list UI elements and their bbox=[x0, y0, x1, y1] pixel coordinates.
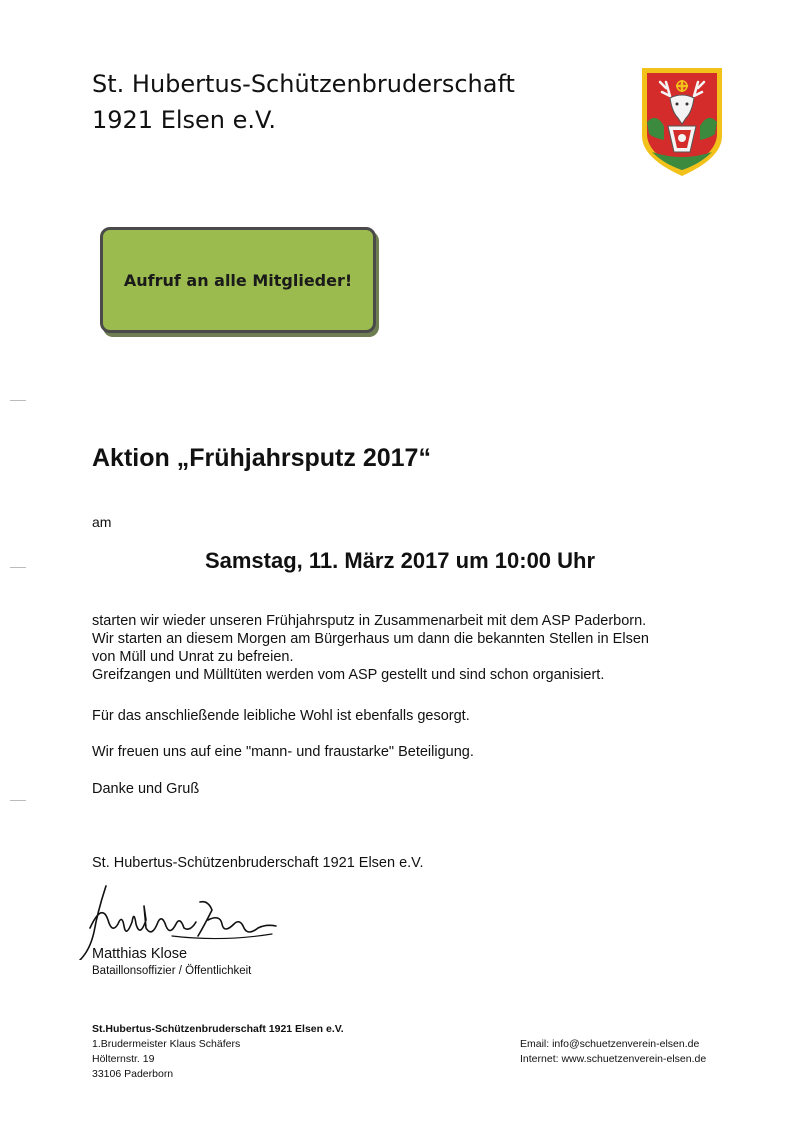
event-date: Samstag, 11. März 2017 um 10:00 Uhr bbox=[204, 548, 596, 573]
org-title-line2: 1921 Elsen e.V. bbox=[92, 106, 276, 134]
body-line: starten wir wieder unseren Frühjahrsputz in Zusammenarbeit mit dem ASP Paderborn. bbox=[92, 613, 647, 629]
footer-chairman: 1.Brudermeister Klaus Schäfers bbox=[92, 1038, 241, 1050]
body-line: Wir starten an diesem Morgen am Bürgerhaus um dann die bekannten Stellen in Elsen bbox=[92, 631, 649, 647]
footer-org: St.Hubertus-Schützenbruderschaft 1921 Elsen e.V. bbox=[92, 1023, 344, 1035]
signatory-role: Bataillonsoffizier / Öffentlichkeit bbox=[92, 965, 252, 977]
footer-city: 33106 Paderborn bbox=[92, 1068, 174, 1080]
catering-paragraph: Für das anschließende leibliche Wohl ist ebenfalls gesorgt. bbox=[92, 708, 470, 724]
fold-mark bbox=[10, 400, 26, 401]
body-paragraph bbox=[92, 612, 752, 684]
closing-text: Danke und Gruß bbox=[92, 781, 200, 797]
signature-organization: St. Hubertus-Schützenbruderschaft 1921 Elsen e.V. bbox=[92, 855, 424, 871]
footer-address bbox=[92, 1022, 344, 1082]
organization-title bbox=[92, 66, 612, 138]
event-heading: Aktion „Frühjahrsputz 2017“ bbox=[92, 444, 431, 472]
footer-contact bbox=[520, 1037, 706, 1067]
footer-street: Hölternstr. 19 bbox=[92, 1053, 155, 1065]
footer-email: Email: info@schuetzenverein-elsen.de bbox=[520, 1038, 700, 1050]
fold-mark bbox=[10, 800, 26, 801]
org-title-line1: St. Hubertus-Schützenbruderschaft bbox=[92, 70, 515, 98]
coat-of-arms-stag-icon bbox=[640, 66, 724, 178]
footer-website: Internet: www.schuetzenverein-elsen.de bbox=[520, 1053, 707, 1065]
callout-text: Aufruf an alle Mitglieder! bbox=[123, 270, 353, 290]
am-label: am bbox=[92, 514, 112, 530]
body-line: Greifzangen und Mülltüten werden vom ASP gestellt und sind schon organisiert. bbox=[92, 667, 605, 683]
body-line: von Müll und Unrat zu befreien. bbox=[92, 649, 294, 665]
signatory-name: Matthias Klose bbox=[92, 946, 188, 962]
callout-box bbox=[100, 227, 376, 333]
participation-paragraph: Wir freuen uns auf eine "mann- und fraustarke" Beteiligung. bbox=[92, 744, 474, 760]
